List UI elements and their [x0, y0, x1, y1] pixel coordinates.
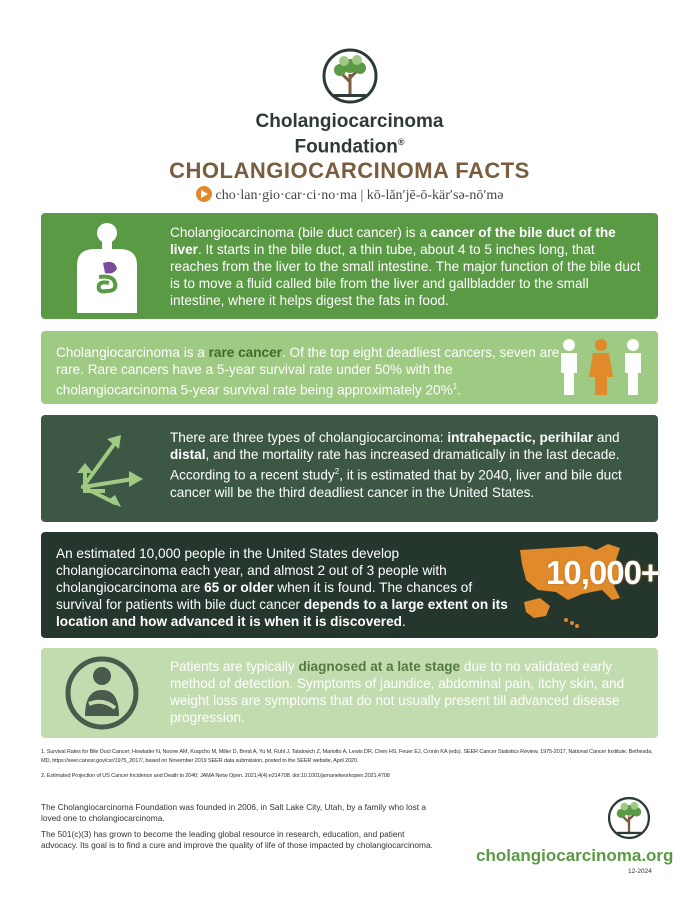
org-name-line2: Foundation [294, 136, 398, 158]
pronunciation-text: cho·lan·gio·car·ci·no·ma | kō-lăn′jē-ō-kär′sə-nō′mə [215, 188, 504, 203]
audio-icon[interactable] [196, 186, 212, 202]
fact-box-types [41, 415, 658, 522]
about-paragraph-1: The Cholangiocarcinoma Foundation was founded in 2006, in Salt Lake City, Utah, by a family who lost a loved one to cholangiocarcinoma. [41, 802, 426, 823]
tree-logo-icon [320, 48, 380, 104]
arrows-icon [71, 429, 147, 507]
about-paragraph-2: The 501(c)(3) has grown to become the leading global resource in research, education, and patient advocacy. Its goal is to find a cure and improve the quality of life of those impacted by cholangiocarcinoma. [41, 829, 433, 850]
revision-date: 12-2024 [628, 868, 652, 875]
website-link[interactable]: cholangiocarcinoma.org [476, 846, 674, 865]
registered-mark: ® [397, 137, 405, 147]
pronunciation-line [0, 186, 699, 204]
references [41, 748, 658, 787]
page-title: CHOLANGIOCARCINOMA FACTS [169, 158, 530, 183]
foundation-logo [0, 48, 699, 157]
fact-box-rare [41, 331, 658, 404]
patient-icon [63, 654, 141, 732]
rare-cancer-text: Cholangiocarcinoma is a rare cancer. Of the top eight deadliest cancers, seven are rare. Rare cancers have a 5-year survival rate under 50% with the cholangiocarcinoma 5-year survival rate being approximately 20%$^1$. [56, 345, 560, 398]
fact-box-diagnosis [41, 648, 658, 738]
types-text: There are three types of cholangiocarcinoma: intrahepactic, perihilar and distal, and the mortality rate has increased dramatically in the last decade. According to a recent study$^2$, it is estimated that by 2040, liver and bile duct cancer will be the third deadliest cancer in the United States. [170, 430, 622, 500]
diagnosis-text: Patients are typically diagnosed at a late stage due to no validated early method of detection. Symptoms of jaundice, abdominal pain, itchy skin, and weight loss are symptoms that do not usually present till advanced disease progression. [170, 659, 625, 725]
org-name-line1: Cholangiocarcinoma [255, 111, 444, 132]
reference-2: 2. Estimated Projection of US Cancer Incidence and Death to 2040; JAMA Netw Open. 2021;4(4):e214708. doi:10.1001/jamanetworkopen.2021.4708 [41, 773, 390, 779]
reference-1: 1. Survival Rates for Bile Duct Cancer; Howlader N, Noone AM, Krapcho M, Miller D, Brest A, Yu M, Ruhl J, Tatalovich Z, Mariotto A, Lewis DR, Chen HS, Feuer EJ, Cronin KA (eds). SEER Cancer Statistics Review, 1975-2017, National Cancer Institute. Bethesda, MD, https://seer.cancer.gov/csr/1975_2017/, based on November 2019 SEER data submission, posted to the SEER website, April 2020. [41, 749, 653, 764]
fact-box-definition [41, 213, 658, 319]
torso-digestive-icon [67, 219, 147, 313]
people-icon [555, 337, 647, 397]
tree-logo-icon [606, 795, 652, 841]
about-section [41, 802, 441, 856]
fact-box-statistics [41, 532, 658, 638]
big-number: 10,000+ [546, 554, 660, 591]
definition-text: Cholangiocarcinoma (bile duct cancer) is a cancer of the bile duct of the liver. It starts in the bile duct, a thin tube, about 4 to 5 inches long, that reaches from the liver to the small intestine. The major function of the bile duct is to move a fluid called bile from the liver and gallbladder to the small intestine, where it helps digest the fats in food. [170, 225, 641, 308]
statistics-text: An estimated 10,000 people in the United States develop cholangiocarcinoma each year, and almost 2 out of 3 people with cholangiocarcinoma are 65 or older when it is found. The chances of survival for patients with bile duct cancer depends to a large extent on its location and how advanced it is when it is discovered. [56, 546, 508, 629]
